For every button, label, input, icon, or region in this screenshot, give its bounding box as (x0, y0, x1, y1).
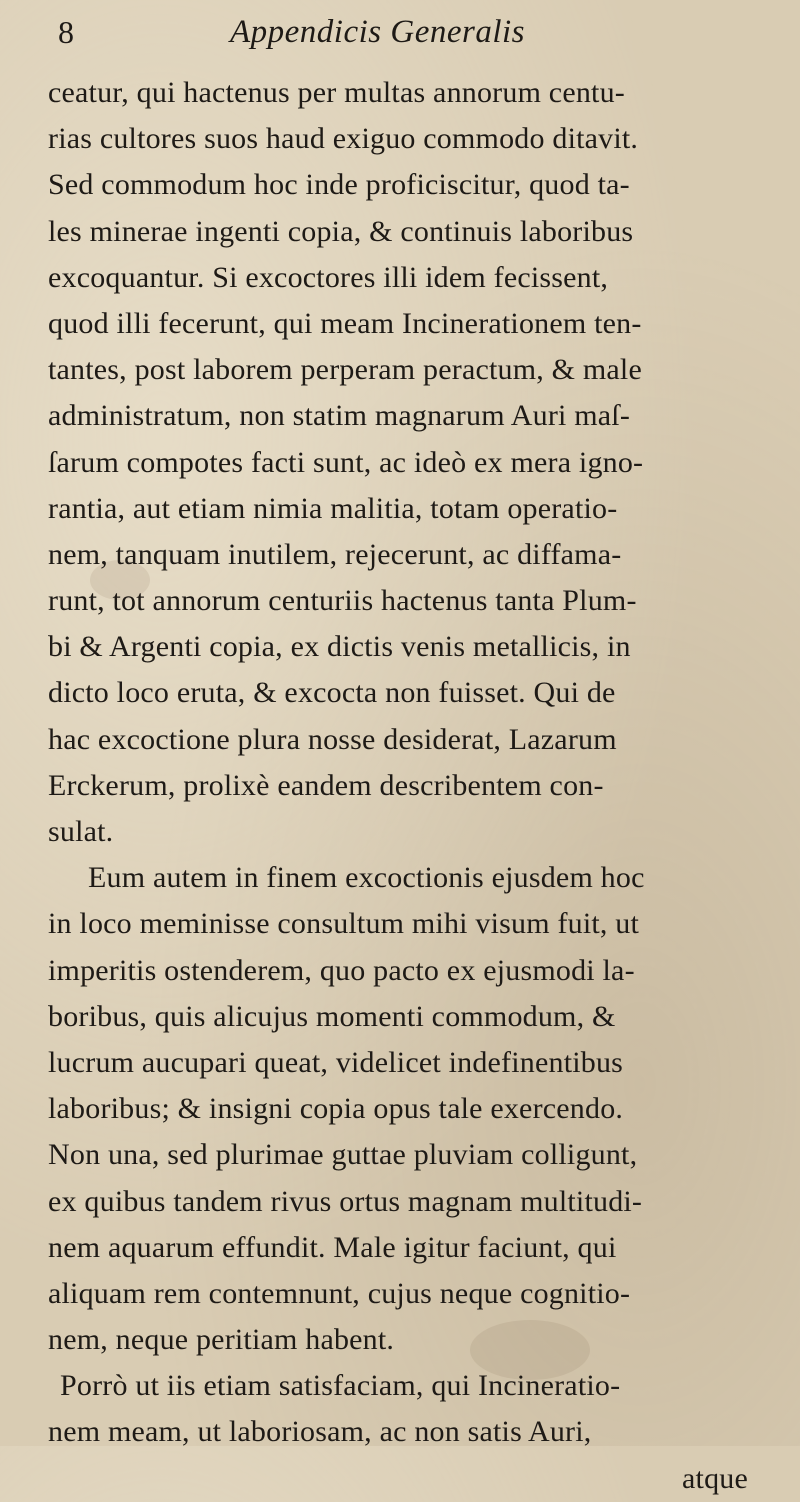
text-line: laboribus; & insigni copia opus tale exercendo. (48, 1092, 624, 1126)
body-text (48, 70, 788, 1502)
text-line: boribus, quis alicujus momenti commodum, & (48, 999, 616, 1033)
text-line: Non una, sed plurimae guttae pluviam colligunt, (48, 1138, 638, 1172)
text-line: rias cultores suos haud exiguo commodo ditavit. (48, 122, 639, 156)
text-line: nem meam, ut laboriosam, ac non satis Auri, (48, 1415, 592, 1449)
text-line: dicto loco eruta, & excocta non fuisset. Qui de (48, 676, 616, 710)
text-line: aliquam rem contemnunt, cujus neque cognitio- (48, 1276, 631, 1310)
text-line: ſarum compotes facti sunt, ac ideò ex mera igno- (48, 445, 644, 479)
catchword: atque (682, 1461, 748, 1495)
text-line: nem aquarum effundit. Male igitur faciunt, qui (48, 1230, 617, 1264)
text-line: Erckerum, prolixè eandem describentem con- (48, 768, 604, 802)
text-line: nem, neque peritiam habent. (48, 1323, 395, 1357)
paragraph-start-line: Eum autem in finem excoctionis ejusdem hoc (88, 861, 645, 895)
text-line: tantes, post laborem perperam peractum, & male (48, 353, 642, 387)
text-line: les minerae ingenti copia, & continuis laboribus (48, 214, 634, 248)
text-line: ceatur, qui hactenus per multas annorum centu- (48, 76, 625, 109)
text-line: imperitis ostenderem, quo pacto ex ejusmodi la- (48, 953, 635, 987)
text-line: Sed commodum hoc inde proficiscitur, quod ta- (48, 168, 630, 202)
paragraph-start-line: Porrò ut iis etiam satisfaciam, qui Incineratio- (60, 1369, 621, 1403)
text-line: in loco meminisse consultum mihi visum fuit, ut (48, 907, 640, 941)
text-line: nem, tanquam inutilem, rejecerunt, ac diffama- (48, 537, 622, 571)
text-line: excoquantur. Si excoctores illi idem fecissent, (48, 260, 609, 294)
text-line: lucrum aucupari queat, videlicet indefinentibus (48, 1045, 624, 1079)
text-line: ex quibus tandem rivus ortus magnam multitudi- (48, 1184, 643, 1218)
text-line: rantia, aut etiam nimia malitia, totam operatio- (48, 491, 618, 525)
text-line: quod illi fecerunt, qui meam Incinerationem ten- (48, 306, 642, 340)
text-line: hac excoctione plura nosse desiderat, Lazarum (48, 722, 617, 756)
text-line: administratum, non statim magnarum Auri maſ- (48, 399, 631, 433)
page-number: 8 (58, 14, 74, 50)
page-header (58, 10, 758, 70)
text-line: sulat. (48, 815, 114, 848)
text-line: runt, tot annorum centuriis hactenus tanta Plum- (48, 584, 637, 618)
running-head: Appendicis Generalis (230, 14, 526, 50)
text-line: bi & Argenti copia, ex dictis venis metallicis, in (48, 630, 631, 664)
